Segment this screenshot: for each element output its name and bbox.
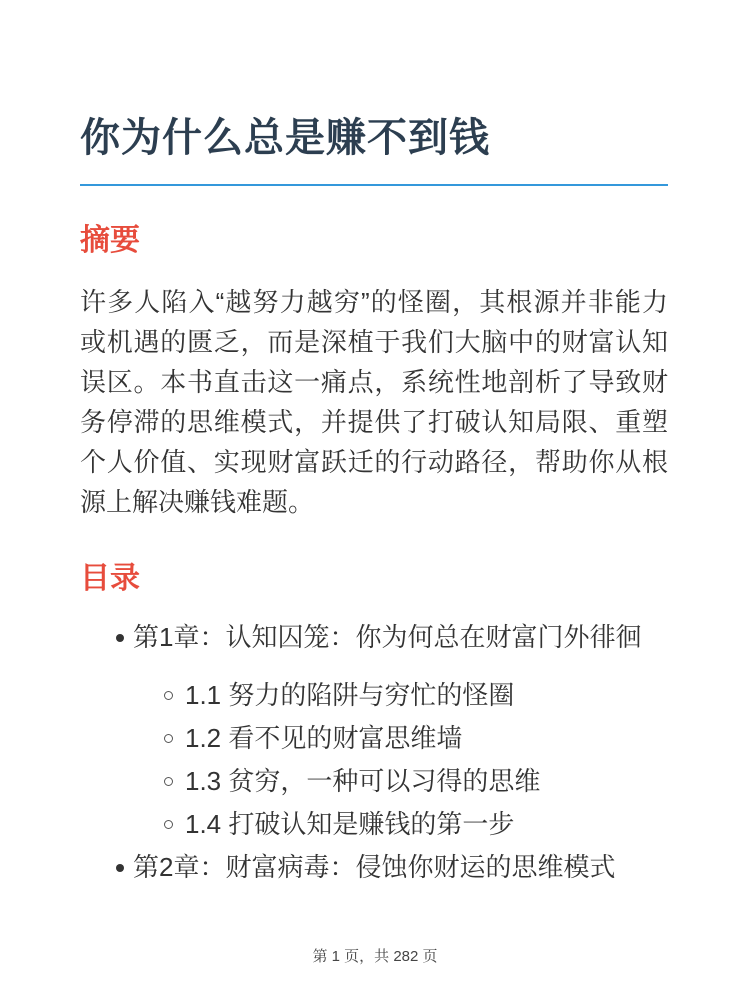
toc-heading: 目录	[80, 562, 140, 595]
summary-paragraph: 许多人陷入“越努力越穷”的怪圈，其根源并非能力或机遇的匮乏，而是深植于我们大脑中的财富认知误区。本书直击这一痛点，系统性地剖析了导致财务停滞的思维模式，并提供了打破认知局限、重塑个人价值、实现财富跃迁的行动路径，帮助你从根源上解决赚钱难题。	[80, 287, 668, 517]
toc-section-label: 1.2 看不见的财富思维墙	[185, 723, 463, 753]
bullet-circle-icon	[164, 820, 173, 829]
bullet-disc-icon	[116, 634, 124, 642]
toc-section-label: 1.4 打破认知是赚钱的第一步	[185, 809, 515, 839]
page-footer: 第 1 页，共 282 页	[312, 948, 438, 965]
toc-chapter-label: 第2章：财富病毒：侵蚀你财运的思维模式	[133, 852, 616, 882]
toc-section-label: 1.1 努力的陷阱与穷忙的怪圈	[185, 680, 515, 710]
bullet-circle-icon	[164, 734, 173, 743]
title-divider	[80, 184, 668, 186]
toc-section-label: 1.3 贫穷，一种可以习得的思维	[185, 766, 541, 796]
toc-section-1-1	[80, 682, 668, 709]
summary-heading: 摘要	[80, 224, 140, 257]
bullet-disc-icon	[116, 864, 124, 872]
toc-chapter-1	[80, 624, 668, 651]
toc-chapter-2	[80, 854, 668, 881]
toc-chapter-label: 第1章：认知囚笼：你为何总在财富门外徘徊	[133, 622, 642, 652]
bullet-circle-icon	[164, 691, 173, 700]
page-title: 你为什么总是赚不到钱	[80, 116, 490, 160]
toc-section-1-2	[80, 725, 668, 752]
toc-list	[80, 624, 668, 881]
toc-section-1-3	[80, 768, 668, 795]
bullet-circle-icon	[164, 777, 173, 786]
toc-section-1-4	[80, 811, 668, 838]
